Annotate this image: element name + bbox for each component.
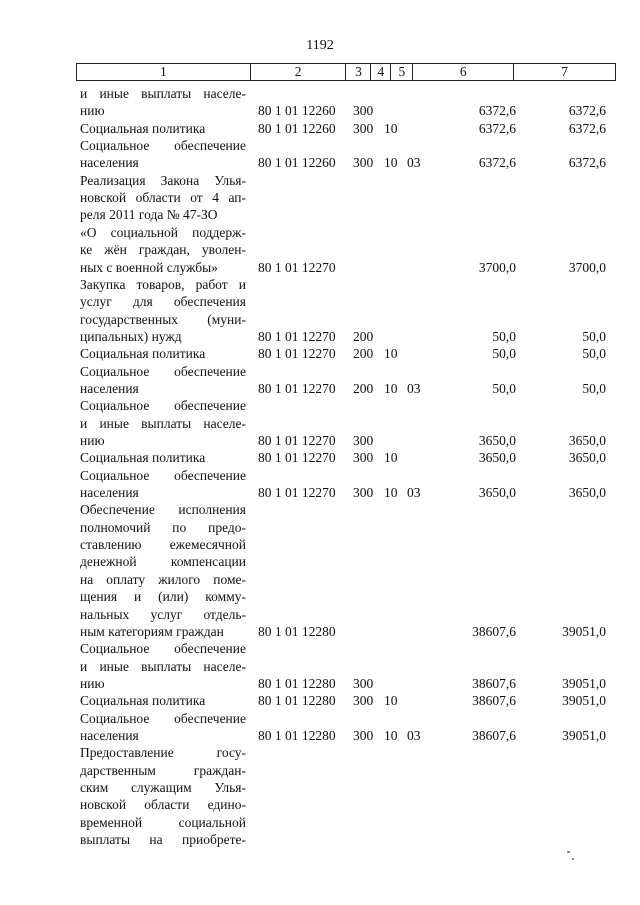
row-description: новской области едино- (80, 797, 246, 813)
row-description: ным категориям граждан (80, 623, 224, 639)
table-row (0, 831, 640, 848)
header-col-3: 3 (346, 64, 371, 81)
row-description: ципальных) нужд (80, 328, 182, 344)
row-description: ке жён граждан, уволен- (80, 242, 246, 258)
row-value-7: 6372,6 (568, 103, 606, 119)
row-col-5: 03 (407, 727, 421, 743)
table-row (0, 328, 640, 345)
row-col-3: 300 (353, 485, 374, 501)
row-description: Социальное обеспечение (80, 138, 246, 154)
table-row (0, 762, 640, 779)
table-row (0, 293, 640, 310)
row-description: Социальное обеспечение (80, 710, 246, 726)
row-value-6: 38607,6 (472, 623, 516, 639)
table-row (0, 744, 640, 761)
row-value-7: 6372,6 (568, 155, 606, 171)
row-value-6: 50,0 (492, 346, 516, 362)
row-code: 80 1 01 12270 (258, 450, 336, 466)
header-col-5: 5 (391, 64, 413, 81)
row-description: Социальная политика (80, 693, 206, 709)
table-row (0, 484, 640, 501)
table-row (0, 432, 640, 449)
table-row (0, 397, 640, 414)
row-description: дарственным граждан- (80, 762, 246, 778)
table-row (0, 224, 640, 241)
row-description: ставлению ежемесячной (80, 537, 246, 553)
header-col-2: 2 (250, 64, 346, 81)
table-row (0, 380, 640, 397)
table-row (0, 137, 640, 154)
table-row (0, 640, 640, 657)
row-code: 80 1 01 12270 (258, 433, 336, 448)
row-description: Социальное обеспечение (80, 363, 246, 379)
row-col-4: 10 (384, 485, 398, 501)
row-description: населения (80, 727, 139, 743)
row-value-7: 3650,0 (568, 450, 606, 466)
row-col-3: 300 (353, 103, 374, 119)
row-code: 80 1 01 12280 (258, 727, 336, 743)
row-value-6: 6372,6 (478, 155, 516, 171)
row-description: Реализация Закона Улья- (80, 172, 246, 188)
row-col-4: 10 (384, 346, 398, 362)
row-description: населения (80, 155, 139, 171)
header-col-7: 7 (514, 64, 616, 81)
row-col-3: 300 (353, 693, 374, 709)
row-col-3: 200 (353, 346, 374, 362)
row-col-3: 200 (353, 328, 374, 344)
row-description: Социальное обеспечение (80, 398, 246, 414)
row-description: на оплату жилого поме- (80, 571, 246, 587)
row-value-7: 39051,0 (562, 623, 606, 639)
table-row (0, 154, 640, 171)
table-row (0, 553, 640, 570)
header-col-1: 1 (77, 64, 251, 81)
row-value-6: 50,0 (492, 380, 516, 396)
row-description: нию (80, 675, 105, 691)
row-col-4: 10 (384, 693, 398, 709)
header-col-4: 4 (371, 64, 391, 81)
row-code: 80 1 01 12280 (258, 623, 336, 639)
row-description: Социальное обеспечение (80, 467, 246, 483)
row-col-3: 300 (353, 727, 374, 743)
row-code: 80 1 01 12280 (258, 693, 336, 709)
row-description: щения и (или) комму- (80, 589, 246, 605)
row-col-4: 10 (384, 727, 398, 743)
row-col-4: 10 (384, 120, 398, 136)
row-col-5: 03 (407, 155, 421, 171)
table-row (0, 779, 640, 796)
row-description: «О социальной поддерж- (80, 224, 246, 240)
row-value-7: 39051,0 (562, 727, 606, 743)
table-row (0, 241, 640, 258)
row-col-4: 10 (384, 450, 398, 466)
table-row (0, 571, 640, 588)
row-col-3: 200 (353, 380, 374, 396)
row-description: денежной компенсации (80, 554, 246, 570)
table-row (0, 606, 640, 623)
table-row (0, 363, 640, 380)
row-description: Социальная политика (80, 450, 206, 466)
row-description: услуг для обеспечения (80, 294, 246, 310)
table-row (0, 814, 640, 831)
table-row (0, 796, 640, 813)
row-code: 80 1 01 12270 (258, 485, 336, 501)
table-row (0, 85, 640, 102)
row-description: Обеспечение исполнения (80, 502, 246, 518)
row-code: 80 1 01 12260 (258, 103, 336, 119)
row-description: полномочий по предо- (80, 519, 246, 535)
table-row (0, 449, 640, 466)
row-col-3: 300 (353, 675, 374, 691)
table-row (0, 259, 640, 276)
row-description: и иные выплаты населе- (80, 658, 246, 674)
table-row (0, 588, 640, 605)
row-description: нию (80, 103, 105, 119)
row-value-6: 3650,0 (478, 433, 516, 448)
row-value-7: 50,0 (582, 346, 606, 362)
row-code: 80 1 01 12280 (258, 675, 336, 691)
row-description: нальных услуг отдель- (80, 606, 246, 622)
table-row (0, 415, 640, 432)
row-value-7: 50,0 (582, 328, 606, 344)
table-row (0, 172, 640, 189)
row-value-6: 50,0 (492, 328, 516, 344)
table-row (0, 501, 640, 518)
row-value-7: 39051,0 (562, 693, 606, 709)
table-row (0, 276, 640, 293)
row-description: выплаты на приобрете- (80, 832, 246, 848)
row-value-6: 3650,0 (478, 485, 516, 501)
row-col-5: 03 (407, 485, 421, 501)
scan-speck (572, 858, 574, 860)
row-value-6: 38607,6 (472, 675, 516, 691)
row-value-6: 3650,0 (478, 450, 516, 466)
row-value-6: 6372,6 (478, 120, 516, 136)
row-col-3: 300 (353, 155, 374, 171)
row-description: Социальная политика (80, 120, 206, 136)
row-description: Закупка товаров, работ и (80, 276, 246, 292)
table-row (0, 692, 640, 709)
row-value-6: 6372,6 (478, 103, 516, 119)
row-description: населения (80, 485, 139, 501)
row-code: 80 1 01 12260 (258, 155, 336, 171)
table-row (0, 102, 640, 119)
table-row (0, 658, 640, 675)
row-description: временной социальной (80, 814, 246, 830)
row-col-3: 300 (353, 120, 374, 136)
row-description: и иные выплаты населе- (80, 415, 246, 431)
row-description: населения (80, 380, 139, 396)
row-code: 80 1 01 12270 (258, 346, 336, 362)
row-value-7: 3700,0 (568, 259, 606, 275)
row-value-7: 3650,0 (568, 485, 606, 501)
table-row (0, 536, 640, 553)
table-row (0, 623, 640, 640)
table-row (0, 206, 640, 223)
row-value-7: 6372,6 (568, 120, 606, 136)
row-description: Социальное обеспечение (80, 641, 246, 657)
row-value-7: 3650,0 (568, 433, 606, 448)
row-value-6: 38607,6 (472, 693, 516, 709)
table-header (76, 63, 616, 81)
row-description: реля 2011 года № 47-ЗО (80, 207, 218, 223)
row-description: новской области от 4 ап- (80, 190, 246, 206)
row-code: 80 1 01 12270 (258, 380, 336, 396)
row-description: государственных (муни- (80, 311, 246, 327)
row-description: Предоставление госу- (80, 745, 246, 761)
table-row (0, 120, 640, 137)
row-code: 80 1 01 12270 (258, 259, 336, 275)
row-description: Социальная политика (80, 346, 206, 362)
row-value-6: 38607,6 (472, 727, 516, 743)
table-row (0, 675, 640, 692)
table-row (0, 519, 640, 536)
row-value-7: 39051,0 (562, 675, 606, 691)
row-col-3: 300 (353, 433, 374, 448)
row-col-4: 10 (384, 380, 398, 396)
row-code: 80 1 01 12260 (258, 120, 336, 136)
table-row (0, 467, 640, 484)
row-col-4: 10 (384, 155, 398, 171)
header-col-6: 6 (413, 64, 514, 81)
table-row (0, 345, 640, 362)
table-row (0, 727, 640, 744)
scan-speck (567, 851, 570, 853)
table-row (0, 710, 640, 727)
row-col-5: 03 (407, 380, 421, 396)
row-description: нию (80, 433, 105, 448)
row-value-6: 3700,0 (478, 259, 516, 275)
row-col-3: 300 (353, 450, 374, 466)
page-number: 1192 (306, 38, 334, 53)
table-row (0, 311, 640, 328)
row-description: и иные выплаты населе- (80, 86, 246, 101)
row-code: 80 1 01 12270 (258, 328, 336, 344)
row-description: ским служащим Улья- (80, 780, 246, 795)
table-row (0, 189, 640, 206)
row-value-7: 50,0 (582, 380, 606, 396)
row-description: ных с военной службы» (80, 259, 218, 275)
